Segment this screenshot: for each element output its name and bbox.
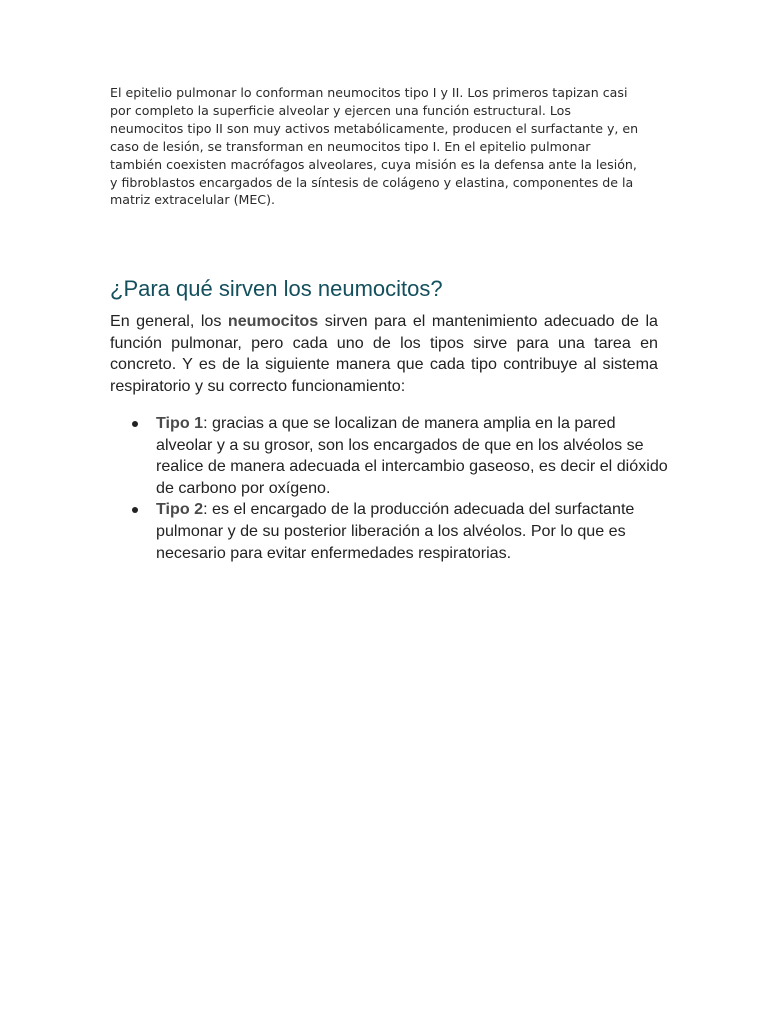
paragraph-text-after: sirven para el mantenimiento adecuado de la función pulmonar, pero cada uno de los tipos sirve para una tarea en concreto. Y es de la siguiente manera que cada tipo contribuye al sistema respiratorio y su correcto funcionamiento: <box>110 312 658 395</box>
neumocito-types-list <box>110 413 670 564</box>
neumocitos-keyword: neumocitos <box>227 312 319 330</box>
tipo-2-description: : es el encargado de la producción adecuada del surfactante pulmonar y de su posterior liberación a los alvéolos. Por lo que es necesario para evitar enfermedades respiratorias. <box>156 500 635 562</box>
tipo-2-term: Tipo 2 <box>156 500 204 519</box>
list-item-tipo-1 <box>110 413 670 499</box>
section-paragraph <box>110 311 658 397</box>
tipo-1-description: : gracias a que se localizan de manera amplia en la pared alveolar y a su grosor, son los encargados de que en los alvéolos se realice de manera adecuada el intercambio gaseoso, es decir el dióxido de carbono por oxígeno. <box>156 414 668 497</box>
paragraph-text-before: En general, los <box>110 312 228 330</box>
bullet-icon <box>132 507 138 513</box>
intro-paragraph: El epitelio pulmonar lo conforman neumocitos tipo I y II. Los primeros tapizan casi por completo la superficie alveolar y ejercen una función estructural. Los neumocitos tipo II son muy activos metabólicamente, producen el surfactante y, en caso de lesión, se transforman en neumocitos tipo I. En el epitelio pulmonar también coexisten macrófagos alveolares, cuya misión es la defensa ante la lesión, y fibroblastos encargados de la síntesis de colágeno y elastina, componentes de la matriz extracelular (MEC). <box>110 85 639 208</box>
section-title: ¿Para qué sirven los neumocitos? <box>110 276 443 301</box>
tipo-1-term: Tipo 1 <box>156 414 204 432</box>
bullet-icon <box>132 421 138 427</box>
list-item-tipo-2 <box>110 499 670 564</box>
